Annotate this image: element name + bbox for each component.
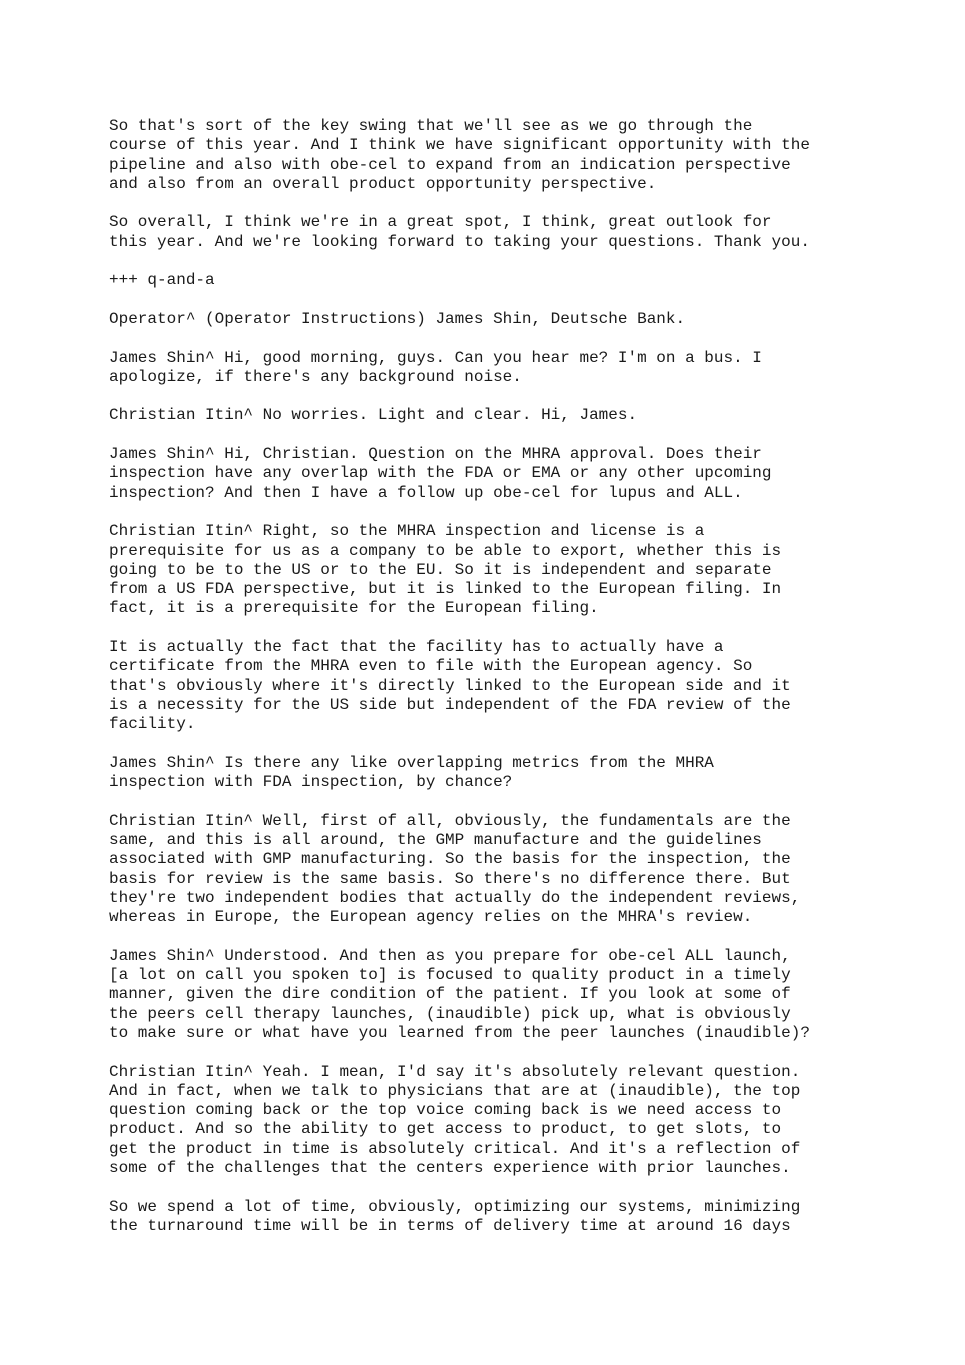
text-line: inspection have any overlap with the FDA or EMA or any other upcoming (109, 464, 772, 483)
text-line: [a lot on call you spoken to] is focused to quality product in a timely (109, 966, 791, 985)
text-line: James Shin^ Is there any like overlapping metrics from the MHRA (109, 753, 714, 772)
text-line: Christian Itin^ Right, so the MHRA inspection and license is a (109, 522, 705, 541)
paragraph-remarks-swing (109, 117, 869, 194)
text-line: associated with GMP manufacturing. So the basis for the inspection, the (109, 850, 791, 869)
paragraph-remarks-outlook (109, 213, 869, 252)
text-line: apologize, if there's any background noise. (109, 367, 522, 386)
text-line: and also from an overall product opportunity perspective. (109, 174, 657, 193)
text-line: question coming back or the top voice coming back is we need access to (109, 1101, 782, 1120)
paragraph-christian-itin-reply (109, 406, 869, 425)
text-line: this year. And we're looking forward to taking your questions. Thank you. (109, 232, 810, 251)
text-line: Operator^ (Operator Instructions) James Shin, Deutsche Bank. (109, 309, 686, 328)
section-marker-q-and-a (109, 271, 869, 290)
text-line: get the product in time is absolutely critical. And it's a reflection of (109, 1139, 801, 1158)
text-line: +++ q-and-a (109, 271, 215, 290)
paragraph-christian-itin-certificate (109, 638, 869, 734)
text-line: Christian Itin^ No worries. Light and clear. Hi, James. (109, 406, 638, 425)
text-line: James Shin^ Hi, good morning, guys. Can you hear me? I'm on a bus. I (109, 348, 762, 367)
text-line: So that's sort of the key swing that we'll see as we go through the (109, 117, 753, 135)
text-line: James Shin^ Understood. And then as you prepare for obe-cel ALL launch, (109, 946, 791, 965)
text-line: course of this year. And I think we have significant opportunity with the (109, 136, 810, 155)
text-line: same, and this is all around, the GMP manufacture and the guidelines (109, 830, 762, 849)
paragraph-james-shin-overlap-question (109, 754, 869, 793)
text-line: certificate from the MHRA even to file with the European agency. So (109, 657, 753, 676)
text-line: they're two independent bodies that actually do the independent reviews, (109, 888, 801, 907)
text-line: fact, it is a prerequisite for the European filing. (109, 599, 599, 618)
text-line: from a US FDA perspective, but it is linked to the European filing. In (109, 580, 782, 599)
text-line: whereas in Europe, the European agency relies on the MHRA's review. (109, 908, 753, 927)
text-line: James Shin^ Hi, Christian. Question on the MHRA approval. Does their (109, 445, 762, 464)
text-line: It is actually the fact that the facility has to actually have a (109, 638, 724, 657)
text-line: manner, given the dire condition of the patient. If you look at some of (109, 985, 791, 1004)
text-line: product. And so the ability to get access to product, to get slots, to (109, 1120, 782, 1139)
text-line: the turnaround time will be in terms of delivery time at around 16 days (109, 1216, 791, 1235)
text-line: some of the challenges that the centers experience with prior launches. (109, 1159, 791, 1178)
paragraph-christian-itin-fundamentals (109, 812, 869, 928)
text-line: going to be to the US or to the EU. So it is independent and separate (109, 560, 772, 579)
paragraph-james-shin-launch-question (109, 947, 869, 1043)
text-line: pipeline and also with obe-cel to expand from an indication perspective (109, 155, 791, 174)
text-line: So we spend a lot of time, obviously, optimizing our systems, minimizing (109, 1197, 801, 1216)
text-line: facility. (109, 715, 196, 734)
text-line: basis for review is the same basis. So there's no difference there. But (109, 869, 791, 888)
paragraph-james-shin-question-mhra (109, 445, 869, 503)
text-line: prerequisite for us as a company to be able to export, whether this is (109, 541, 782, 560)
text-line: So overall, I think we're in a great spot, I think, great outlook for (109, 213, 772, 232)
text-line: is a necessity for the US side but independent of the FDA review of the (109, 695, 791, 714)
paragraph-operator (109, 310, 869, 329)
paragraph-christian-itin-access (109, 1063, 869, 1179)
text-line: Christian Itin^ Yeah. I mean, I'd say it's absolutely relevant question. (109, 1062, 801, 1081)
text-line: And in fact, when we talk to physicians that are at (inaudible), the top (109, 1081, 801, 1100)
text-line: inspection with FDA inspection, by chance? (109, 773, 513, 792)
paragraph-christian-itin-answer-mhra (109, 522, 869, 618)
text-line: to make sure or what have you learned from the peer launches (inaudible)? (109, 1023, 810, 1042)
transcript-body (109, 117, 869, 1256)
text-line: inspection? And then I have a follow up obe-cel for lupus and ALL. (109, 483, 743, 502)
paragraph-christian-itin-turnaround (109, 1198, 869, 1237)
text-line: the peers cell therapy launches, (inaudible) pick up, what is obviously (109, 1004, 791, 1023)
paragraph-james-shin-greeting (109, 349, 869, 388)
text-line: that's obviously where it's directly linked to the European side and it (109, 676, 791, 695)
text-line: Christian Itin^ Well, first of all, obviously, the fundamentals are the (109, 811, 791, 830)
